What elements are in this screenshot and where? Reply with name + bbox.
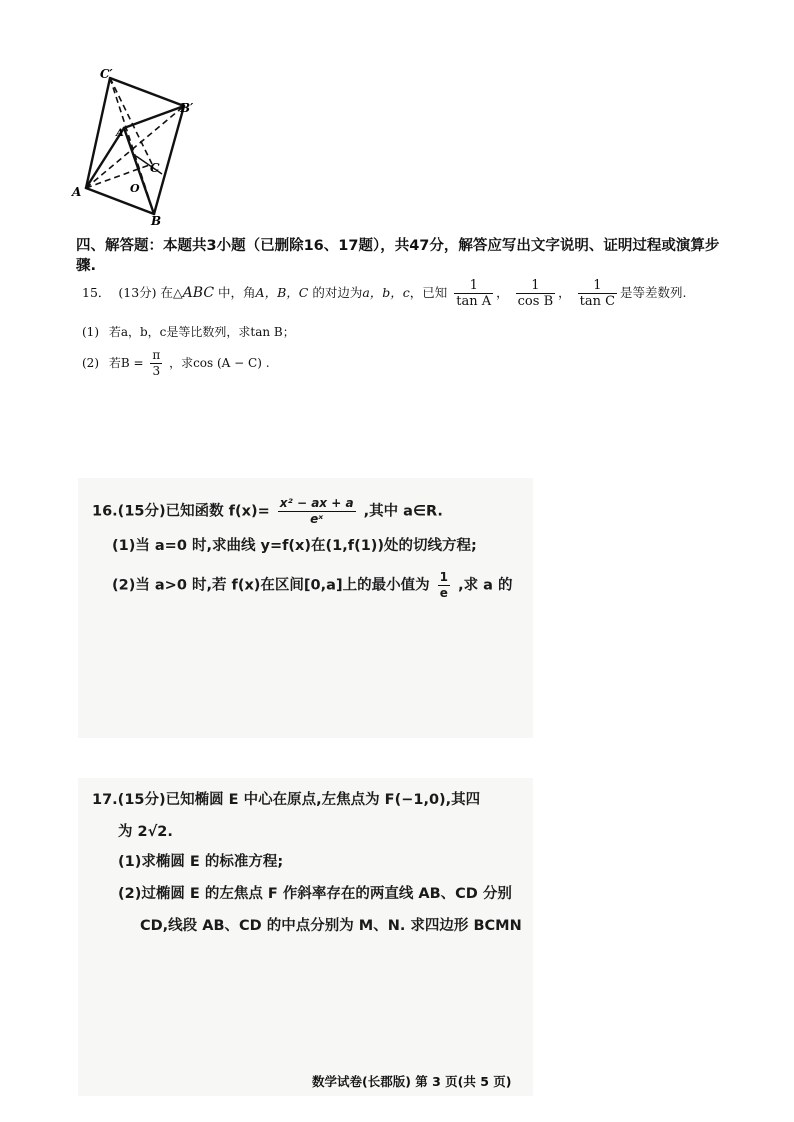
label-a-prime: A′ <box>116 128 127 139</box>
section-heading: 四、解答题：本题共3小题（已删除16、17题），共47分，解答应写出文字说明、证明过程或演算步骤. <box>76 238 720 274</box>
label-b: B <box>151 214 162 228</box>
q15-part1-label: (1) <box>82 325 99 339</box>
label-b-prime: B′ <box>180 101 194 115</box>
q17-line-5: CD,线段 AB、CD 的中点分别为 M、N. 求四边形 BCMN <box>140 918 522 934</box>
q15-part-2 <box>82 348 270 379</box>
label-c-prime: C′ <box>100 67 113 81</box>
q17-line-4: (2)过椭圆 E 的左焦点 F 作斜率存在的两直线 AB、CD 分别 <box>118 886 512 902</box>
fraction-1-over-tan-a: $\frac{1}{\text{tan A}}$ <box>456 278 492 309</box>
q15-angles: A，B，C <box>255 285 309 300</box>
q15-part2-pre: 若B = <box>108 356 144 370</box>
q15-text-c: 的对边为 <box>312 285 363 300</box>
fraction-1-over-tan-c: $\frac{1}{\text{tan C}}$ <box>579 278 616 309</box>
q15-sides: a，b，c <box>362 285 410 300</box>
question-16-scan <box>78 478 533 738</box>
q15-text-e: 是等差数列. <box>620 285 687 300</box>
q15-text-d: ，已知 <box>409 285 448 300</box>
q15-part-1 <box>82 323 295 341</box>
question-15-stem: 15． (13分) 在△ABC 中，角A，B，C 的对边为a，b，c，已知 $\frac{1}{\text{tan A}}$ ， $\frac{1}{\text{cos B}}$ ， $\frac{1}{\text{tan C}}$ 是等差数列. <box>82 278 687 309</box>
q16-line-3: (2)当 a>0 时,若 f(x)在区间[0,a]上的最小值为 $\frac{1}{e}$ ,求 a 的 <box>112 570 513 600</box>
fraction-pi-over-3: $\frac{\pi}{3}$ <box>152 348 161 378</box>
q17-line-2: 为 2√2. <box>118 824 173 840</box>
q16-fraction-1-over-e: $\frac{1}{e}$ <box>439 570 448 600</box>
q15-part1-text: 若a，b，c是等比数列，求tan B； <box>108 325 295 339</box>
label-o: O <box>130 182 140 195</box>
q17-line-3: (1)求椭圆 E 的标准方程; <box>118 854 284 870</box>
q15-points: (13分) <box>118 285 157 300</box>
q16-line-1: 16.(15分)已知函数 f(x)= $\frac{\text{x² − ax + a}}{\text{eˣ}}$ ,其中 a∈R. <box>92 496 443 526</box>
prism-figure <box>66 64 206 229</box>
q15-part2-label: (2) <box>82 356 99 370</box>
q16-fraction: $\frac{\text{x² − ax + a}}{\text{eˣ}}$ <box>279 496 354 526</box>
q16-line-2: (1)当 a=0 时,求曲线 y=f(x)在(1,f(1))处的切线方程; <box>112 538 477 554</box>
q15-part2-post: ，求cos (A − C) . <box>169 356 270 370</box>
q15-triangle-abc: ABC <box>182 285 215 301</box>
label-c: C <box>150 161 160 175</box>
question-17-scan <box>78 778 533 1096</box>
page-footer: 数学试卷(长郡版) 第 3 页(共 5 页) <box>312 1074 512 1089</box>
fraction-1-over-cos-b: $\frac{1}{\text{cos B}}$ <box>517 278 554 309</box>
label-a: A <box>72 185 82 199</box>
q17-line-1: 17.(15分)已知椭圆 E 中心在原点,左焦点为 F(−1,0),其四 <box>92 792 481 808</box>
q15-text-b: 中，角 <box>218 285 256 300</box>
q15-number: 15． <box>82 285 111 300</box>
q15-text-a: 在△ <box>160 285 183 300</box>
